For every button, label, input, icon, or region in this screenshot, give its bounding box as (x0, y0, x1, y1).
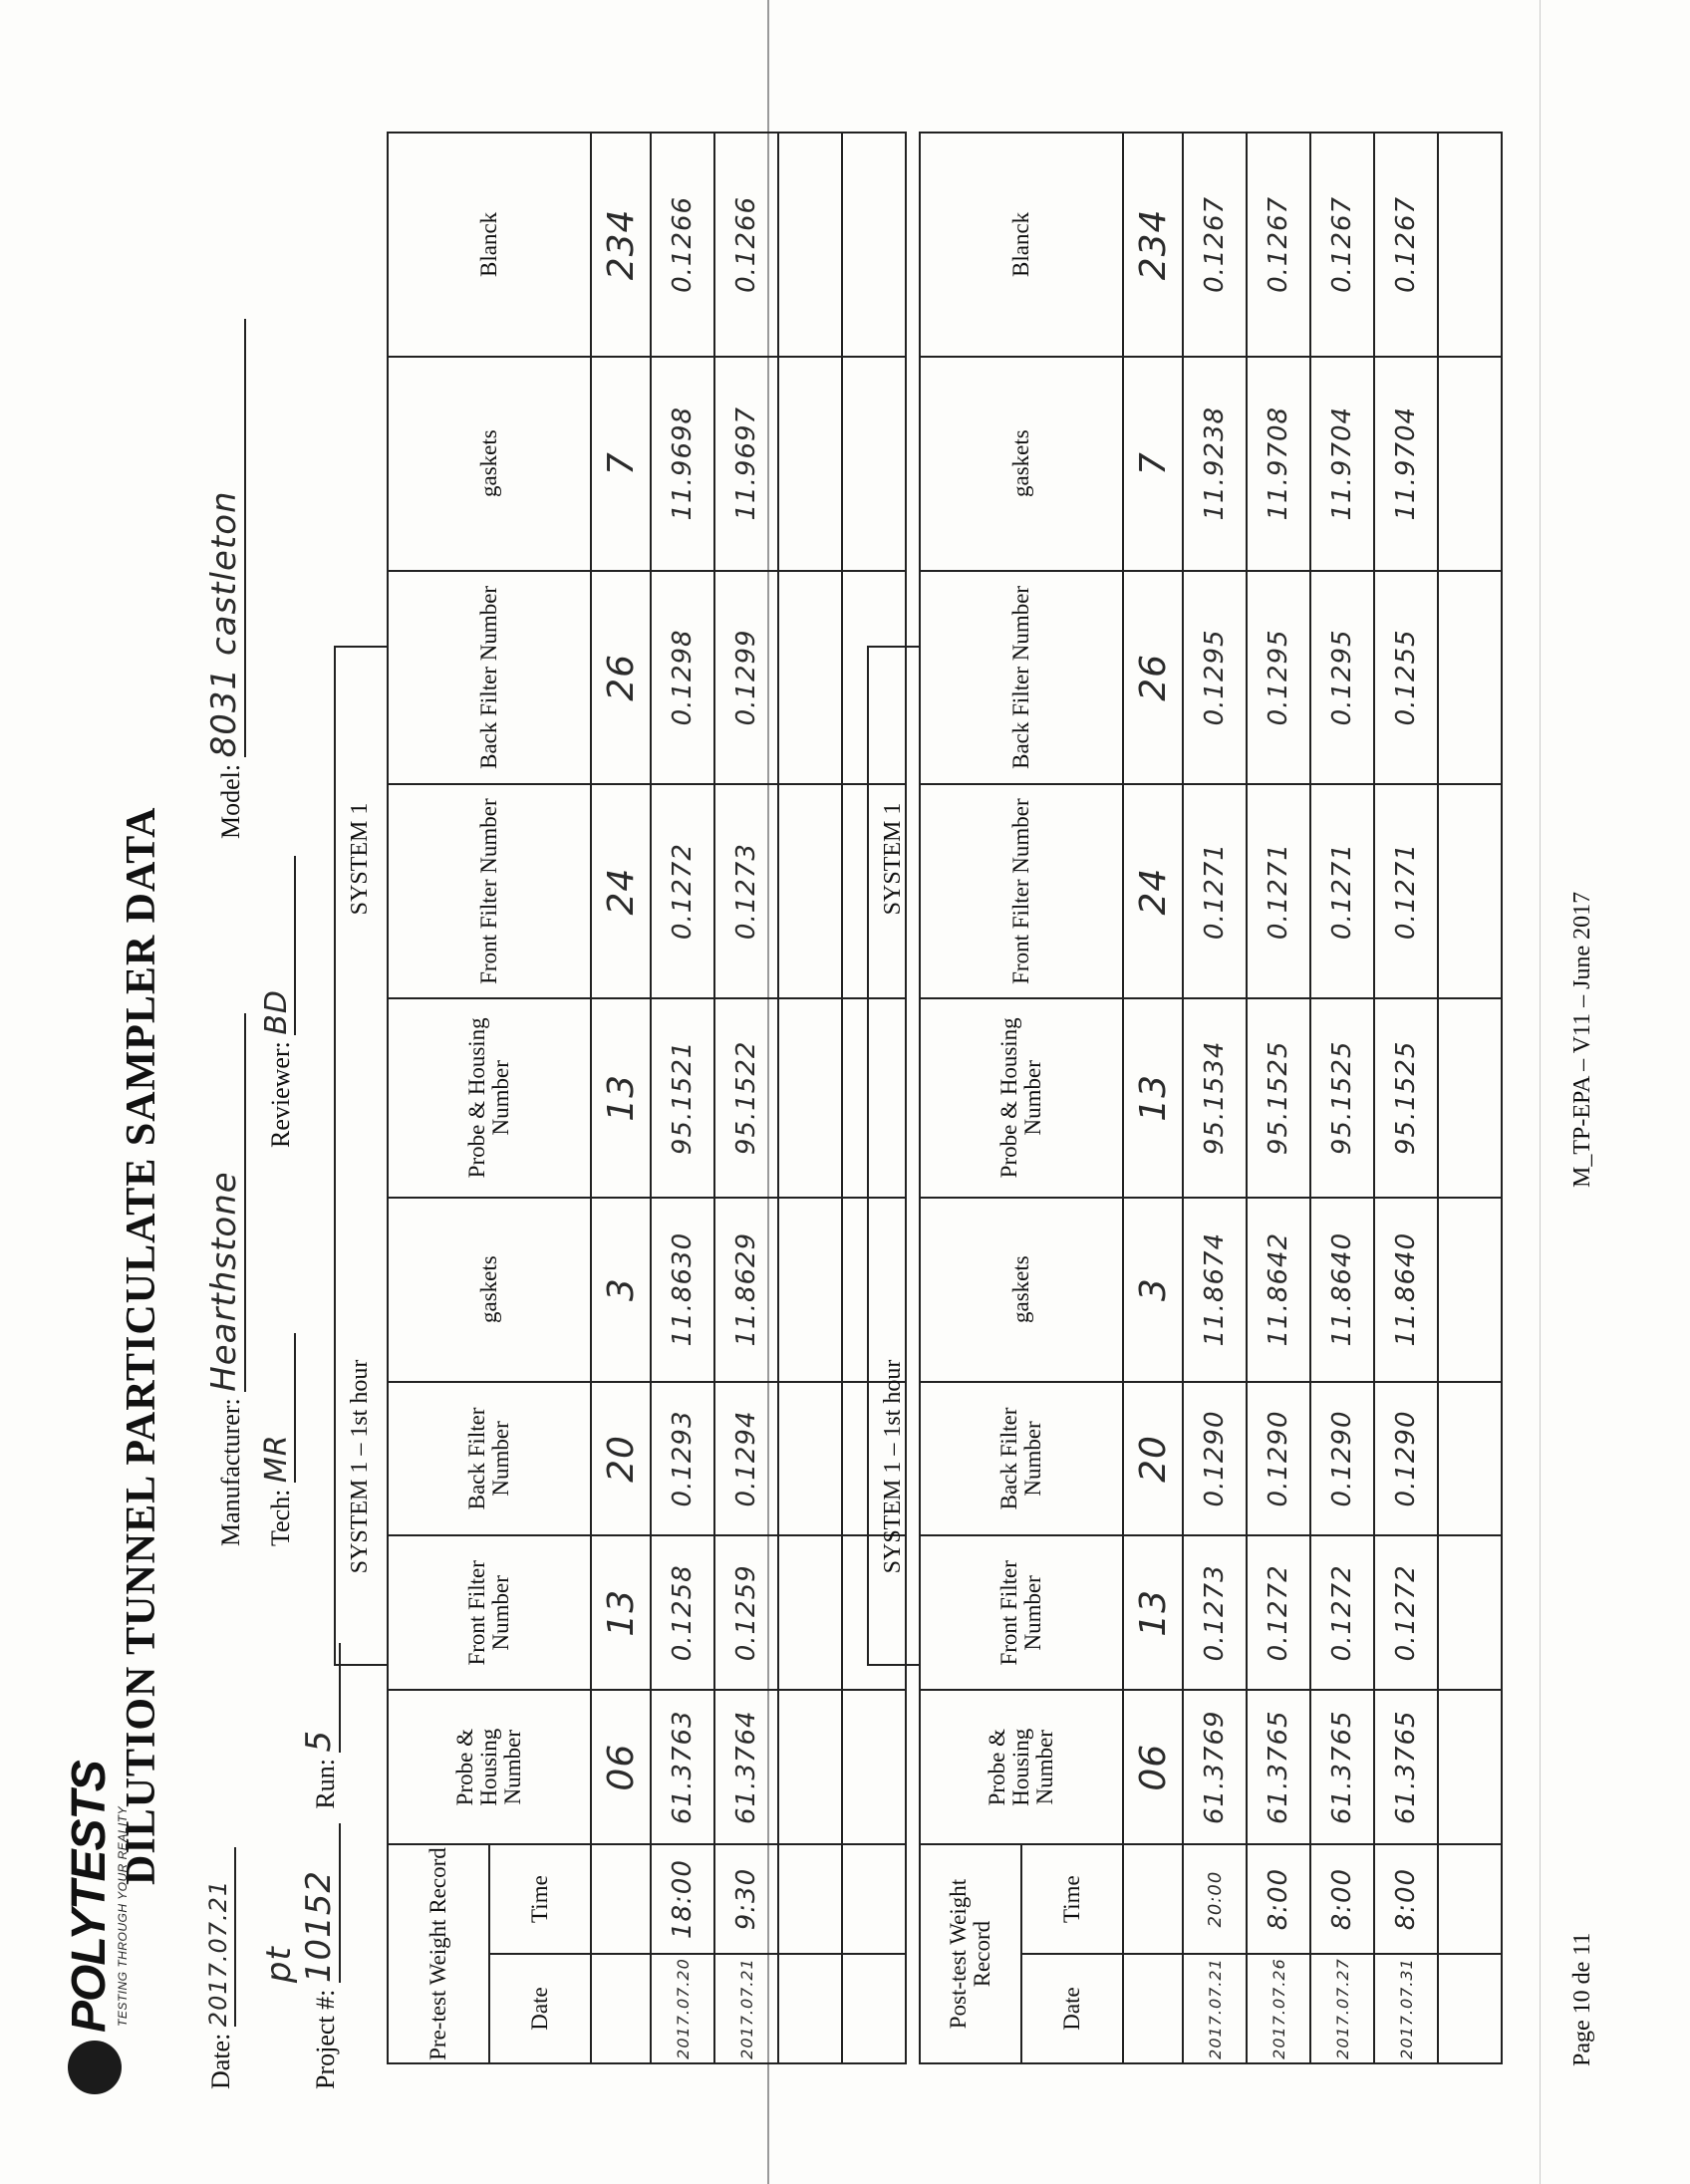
table-cell: 8:00 (1374, 1844, 1438, 1954)
number-cell: 234 (591, 133, 651, 357)
pre-test-record-label: Pre-test Weight Record (388, 1844, 489, 2063)
table-cell (778, 1690, 842, 1844)
table-cell: 0.1271 (1310, 784, 1374, 998)
table-cell (1438, 571, 1502, 785)
table-cell: 61.3764 (714, 1690, 778, 1844)
scan-edge-line (1540, 0, 1541, 2184)
table-cell: 11.8640 (1374, 1198, 1438, 1382)
table-cell: 11.8630 (651, 1198, 714, 1382)
col-date: Date (1021, 1954, 1123, 2063)
number-cell: 20 (1123, 1382, 1183, 1536)
number-row (591, 133, 651, 2063)
col-back-filter: Back Filter Number (920, 571, 1123, 785)
table-row (1183, 133, 1247, 2063)
table-cell (778, 1954, 842, 2063)
date-value: 2017.07.21 (204, 1847, 236, 2027)
post-test-record-label: Post-test Weight Record (920, 1844, 1021, 2063)
col-front-filter: Front Filter Number (920, 784, 1123, 998)
table-cell (1438, 357, 1502, 571)
table-cell: 61.3765 (1374, 1690, 1438, 1844)
table-cell: 0.1295 (1183, 571, 1247, 785)
table-cell: 0.1259 (714, 1535, 778, 1690)
tech-field (259, 1333, 296, 1546)
table-cell (842, 1954, 906, 2063)
table-cell: 0.1267 (1183, 133, 1247, 357)
run-value: 5 (299, 1643, 341, 1753)
tech-label: Tech: (266, 1489, 295, 1546)
col-gaskets: gaskets (920, 1198, 1123, 1382)
table-cell: 95.1525 (1374, 998, 1438, 1198)
table-cell: 8:00 (1247, 1844, 1310, 1954)
table-cell: 2017.07.31 (1374, 1954, 1438, 2063)
table-cell (842, 1844, 906, 1954)
table-row (1310, 133, 1374, 2063)
date-label: Date: (206, 2033, 235, 2089)
table-cell (1438, 1690, 1502, 1844)
manufacturer-value: Hearthstone (204, 1013, 246, 1392)
table-cell (1438, 1954, 1502, 2063)
number-cell: 13 (1123, 998, 1183, 1198)
table-cell: 95.1525 (1310, 998, 1374, 1198)
table-row (1438, 133, 1502, 2063)
col-probe-housing: Probe & Housing Number (388, 998, 591, 1198)
number-cell: 3 (1123, 1198, 1183, 1382)
col-blanck: Blanck (388, 133, 591, 357)
table-cell (1438, 784, 1502, 998)
table-row (714, 133, 778, 2063)
table-cell (778, 784, 842, 998)
table-cell: 11.8629 (714, 1198, 778, 1382)
table-cell (842, 133, 906, 357)
table-cell (778, 1844, 842, 1954)
table-cell (1438, 133, 1502, 357)
table-row (778, 133, 842, 2063)
table-cell: 95.1525 (1247, 998, 1310, 1198)
table-cell: 9:30 (714, 1844, 778, 1954)
page-number: Page 10 de 11 (1569, 1932, 1595, 2066)
table-cell: 20:00 (1183, 1844, 1247, 1954)
table-cell: 0.1258 (651, 1535, 714, 1690)
table-cell: 61.3763 (651, 1690, 714, 1844)
col-front-filter: Front Filter Number (388, 784, 591, 998)
table-cell: 0.1267 (1247, 133, 1310, 357)
col-back-filter: Back Filter Number (388, 1382, 591, 1536)
model-label: Model: (216, 763, 245, 839)
group-first-hour-label: SYSTEM 1 – 1st hour (347, 1359, 373, 1574)
table-cell (778, 1198, 842, 1382)
table-cell: 2017.07.21 (714, 1954, 778, 2063)
table-cell (778, 1382, 842, 1536)
col-probe-housing: Probe & Housing Number (388, 1690, 591, 1844)
table-cell: 61.3765 (1247, 1690, 1310, 1844)
table-row (1374, 133, 1438, 2063)
table-cell: 0.1290 (1374, 1382, 1438, 1536)
table-cell: 95.1534 (1183, 998, 1247, 1198)
col-date: Date (489, 1954, 591, 2063)
col-probe-housing: Probe & Housing Number (920, 1690, 1123, 1844)
manufacturer-field (204, 1013, 246, 1546)
number-cell: 26 (591, 571, 651, 785)
run-label: Run: (311, 1759, 340, 1809)
table-cell: 61.3769 (1183, 1690, 1247, 1844)
col-time: Time (1021, 1844, 1123, 1954)
col-blanck: Blanck (920, 133, 1123, 357)
group-system1-label: SYSTEM 1 (347, 802, 373, 916)
page-title: DILUTION TUNNEL PARTICULATE SAMPLER DATA (119, 806, 164, 1885)
table-cell: 11.9708 (1247, 357, 1310, 571)
group-first-hour-label: SYSTEM 1 – 1st hour (880, 1359, 906, 1574)
post-test-table (919, 132, 1503, 2064)
table-cell: 0.1267 (1310, 133, 1374, 357)
col-back-filter: Back Filter Number (388, 571, 591, 785)
table-cell: 0.1272 (1247, 1535, 1310, 1690)
table-cell: 95.1522 (714, 998, 778, 1198)
table-cell: 11.9697 (714, 357, 778, 571)
number-row (1123, 133, 1183, 2063)
col-time: Time (489, 1844, 591, 1954)
table-cell: 11.9704 (1310, 357, 1374, 571)
number-cell (1123, 1844, 1183, 1954)
table-cell: 0.1299 (714, 571, 778, 785)
number-cell (1123, 1954, 1183, 2063)
table-cell (778, 133, 842, 357)
table-cell: 11.9698 (651, 357, 714, 571)
table-cell: 0.1294 (714, 1382, 778, 1536)
table-cell: 2017.07.20 (651, 1954, 714, 2063)
model-value: 8031 castleton (204, 319, 246, 757)
col-gaskets: gaskets (388, 357, 591, 571)
table-cell (1438, 1382, 1502, 1536)
table-cell (1438, 1535, 1502, 1690)
table-cell: 11.8642 (1247, 1198, 1310, 1382)
table-cell: 0.1272 (1310, 1535, 1374, 1690)
table-cell: 0.1290 (1310, 1382, 1374, 1536)
col-gaskets: gaskets (388, 1198, 591, 1382)
pre-test-table (387, 132, 907, 2064)
project-field (259, 1643, 341, 2089)
table-cell (842, 357, 906, 571)
table-row (1247, 133, 1310, 2063)
table-cell (1438, 998, 1502, 1198)
table-cell: 2017.07.26 (1247, 1954, 1310, 2063)
header-row (388, 133, 489, 2063)
table-cell (778, 357, 842, 571)
group-system1-label: SYSTEM 1 (880, 802, 906, 916)
table-cell: 0.1272 (1374, 1535, 1438, 1690)
table-cell (842, 1690, 906, 1844)
number-cell: 234 (1123, 133, 1183, 357)
table-cell: 11.9238 (1183, 357, 1247, 571)
table-cell: 0.1267 (1374, 133, 1438, 357)
project-label: Project #: (311, 1989, 340, 2089)
table-cell: 0.1290 (1247, 1382, 1310, 1536)
number-cell: 24 (1123, 784, 1183, 998)
col-front-filter: Front Filter Number (388, 1535, 591, 1690)
tech-value: MR (259, 1333, 296, 1483)
table-cell: 0.1271 (1247, 784, 1310, 998)
table-cell (1438, 1844, 1502, 1954)
number-cell (591, 1844, 651, 1954)
logo-tagline: TESTING THROUGH YOUR REALITY (116, 1805, 130, 2027)
table-cell: 0.1266 (714, 133, 778, 357)
table-cell: 0.1290 (1183, 1382, 1247, 1536)
number-cell: 20 (591, 1382, 651, 1536)
table-cell: 0.1272 (651, 784, 714, 998)
manufacturer-label: Manufacturer: (216, 1398, 245, 1546)
table-cell: 11.9704 (1374, 357, 1438, 571)
col-front-filter: Front Filter Number (920, 1535, 1123, 1690)
logo-wordmark: POLYTESTS (63, 1761, 116, 2033)
table-cell: 0.1273 (714, 784, 778, 998)
model-field (204, 319, 246, 839)
table-cell: 0.1298 (651, 571, 714, 785)
table-cell: 18:00 (651, 1844, 714, 1954)
reviewer-label: Reviewer: (266, 1041, 295, 1148)
number-cell: 13 (591, 998, 651, 1198)
table-cell: 0.1295 (1247, 571, 1310, 785)
reviewer-value: BD (259, 856, 296, 1035)
number-cell: 06 (1123, 1690, 1183, 1844)
number-cell: 7 (591, 357, 651, 571)
table-cell: 2017.07.27 (1310, 1954, 1374, 2063)
header-row (920, 133, 1021, 2063)
number-cell: 06 (591, 1690, 651, 1844)
number-cell: 26 (1123, 571, 1183, 785)
number-cell (591, 1954, 651, 2063)
table-cell: 11.8640 (1310, 1198, 1374, 1382)
date-field (204, 1847, 236, 2089)
table-cell: 95.1521 (651, 998, 714, 1198)
table-cell (778, 998, 842, 1198)
col-back-filter: Back Filter Number (920, 1382, 1123, 1536)
number-cell: 13 (591, 1535, 651, 1690)
number-cell: 3 (591, 1198, 651, 1382)
table-cell: 0.1255 (1374, 571, 1438, 785)
table-cell: 0.1266 (651, 133, 714, 357)
document-id: M_TP-EPA – V11 – June 2017 (1569, 891, 1595, 1188)
reviewer-field (259, 856, 296, 1148)
number-cell: 13 (1123, 1535, 1183, 1690)
table-cell: 0.1293 (651, 1382, 714, 1536)
table-cell: 61.3765 (1310, 1690, 1374, 1844)
table-cell (778, 571, 842, 785)
table-cell: 0.1273 (1183, 1535, 1247, 1690)
col-gaskets: gaskets (920, 357, 1123, 571)
table-cell: 11.8674 (1183, 1198, 1247, 1382)
number-cell: 7 (1123, 357, 1183, 571)
table-cell: 8:00 (1310, 1844, 1374, 1954)
number-cell: 24 (591, 784, 651, 998)
table-row (651, 133, 714, 2063)
table-cell: 0.1295 (1310, 571, 1374, 785)
project-value: pt 10152 (259, 1823, 341, 1983)
table-cell: 2017.07.21 (1183, 1954, 1247, 2063)
table-cell: 0.1271 (1374, 784, 1438, 998)
col-probe-housing: Probe & Housing Number (920, 998, 1123, 1198)
table-cell (778, 1535, 842, 1690)
table-cell: 0.1271 (1183, 784, 1247, 998)
polytests-logo-icon (68, 2041, 122, 2094)
table-cell (1438, 1198, 1502, 1382)
